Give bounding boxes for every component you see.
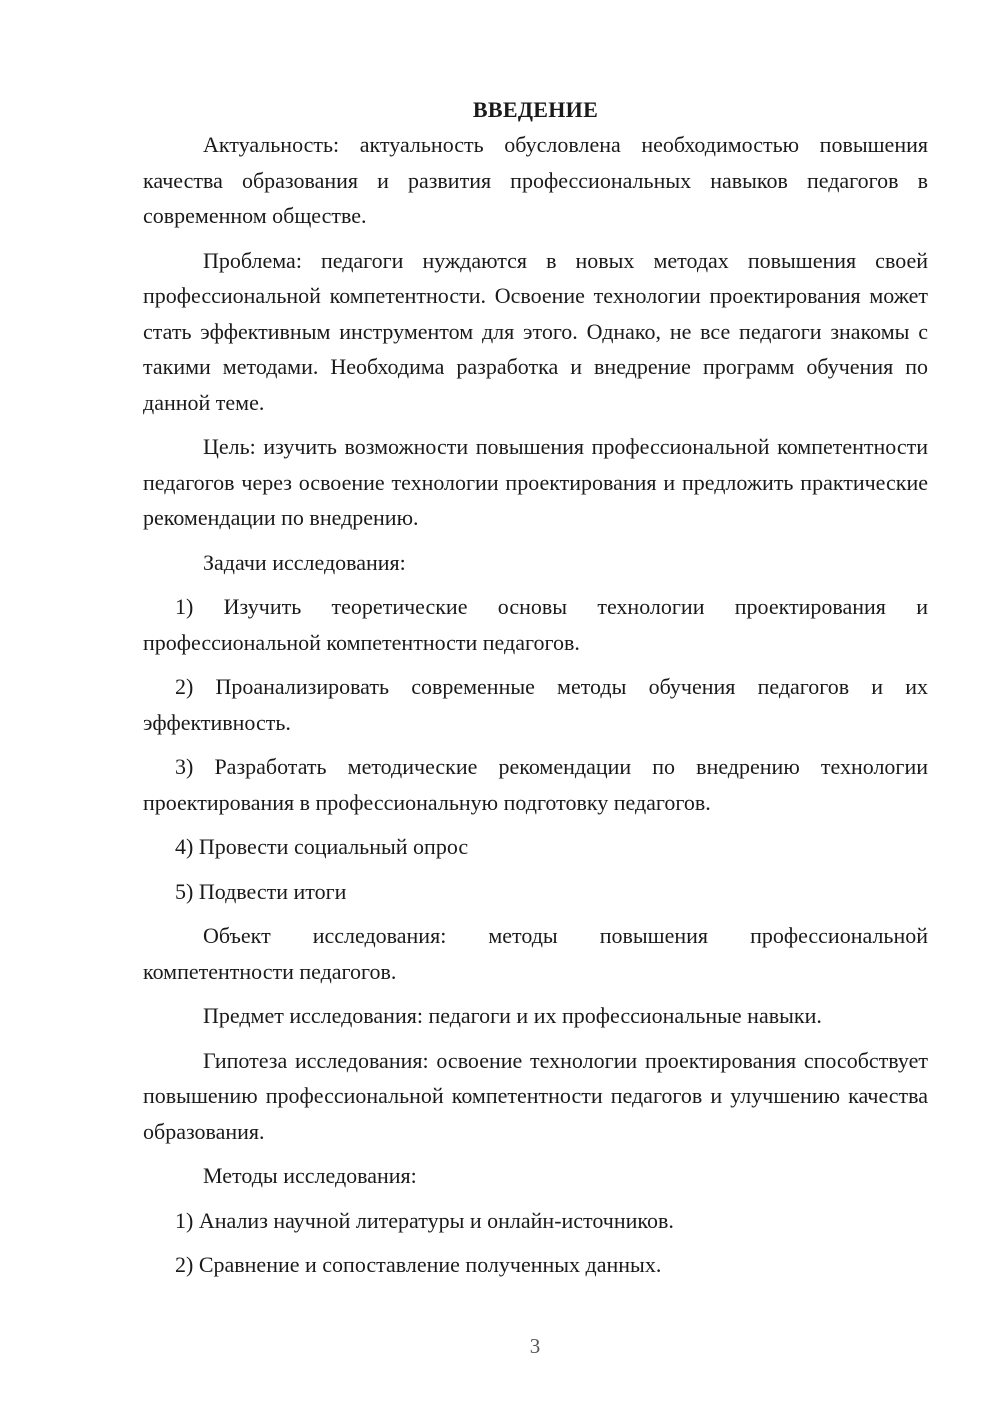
page-number: 3 bbox=[529, 1334, 541, 1358]
task-item-1: 1) Изучить теоретические основы технологии проектирования и профессиональной компетентности педагогов. bbox=[143, 594, 928, 655]
method-item-1: 1) Анализ научной литературы и онлайн-источников. bbox=[175, 1207, 674, 1233]
task-item-2: 2) Проанализировать современные методы обучения педагогов и их эффективность. bbox=[143, 674, 928, 735]
relevance-paragraph: Актуальность: актуальность обусловлена необходимостью повышения качества образования и развития профессиональных навыков педагогов в современном обществе. bbox=[143, 132, 928, 228]
hypothesis-paragraph: Гипотеза исследования: освоение технологии проектирования способствует повышению профессиональной компетентности педагогов и улучшению качества образования. bbox=[143, 1047, 928, 1144]
goal-paragraph: Цель: изучить возможности повышения профессиональной компетентности педагогов через освоение технологии проектирования и предложить практические рекомендации по внедрению. bbox=[143, 434, 928, 530]
subject-paragraph: Предмет исследования: педагоги и их профессиональные навыки. bbox=[203, 1003, 822, 1028]
tasks-title: Задачи исследования: bbox=[203, 549, 406, 575]
task-item-3: 3) Разработать методические рекомендации по внедрению технологии проектирования в профессиональную подготовку педагогов. bbox=[143, 754, 928, 815]
methods-title: Методы исследования: bbox=[203, 1163, 417, 1188]
object-paragraph: Объект исследования: методы повышения профессиональной компетентности педагогов. bbox=[143, 923, 928, 984]
task-item-4: 4) Провести социальный опрос bbox=[175, 834, 469, 859]
method-item-2: 2) Сравнение и сопоставление полученных данных. bbox=[175, 1252, 662, 1277]
section-heading: ВВЕДЕНИЕ bbox=[472, 97, 599, 122]
document-page bbox=[143, 93, 928, 1292]
task-item-5: 5) Подвести итоги bbox=[175, 878, 347, 904]
problem-paragraph: Проблема: педагоги нуждаются в новых методах повышения своей профессиональной компетентности. Освоение технологии проектирования может стать эффективным инструментом для этого. Однако, не все педагоги знакомы с такими методами. Необходима разработка и внедрение программ обучения по данной теме. bbox=[143, 247, 928, 415]
